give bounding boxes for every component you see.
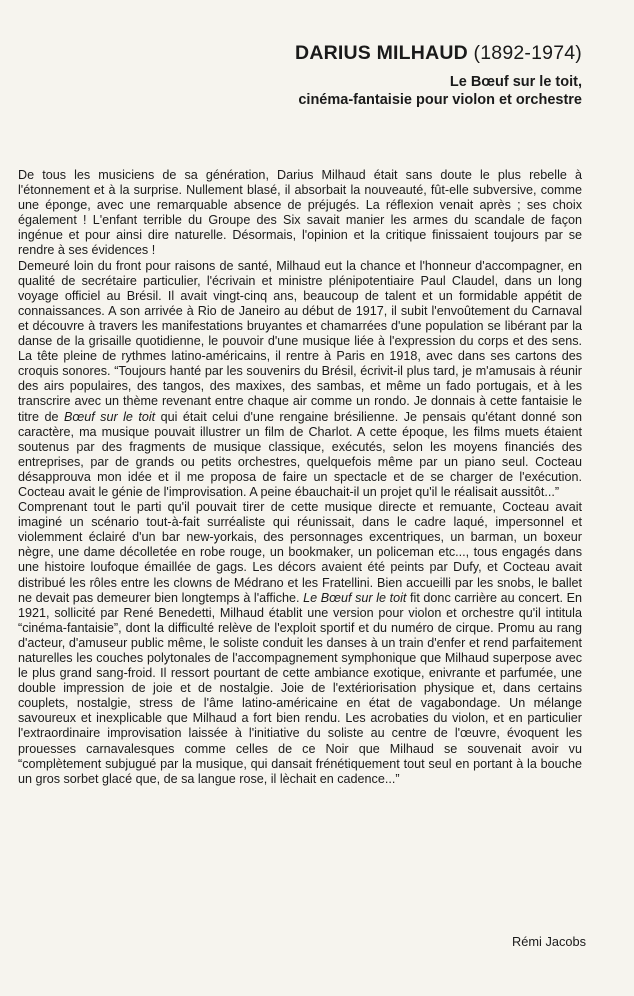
paragraph-3-italic-title: Le Bœuf sur le toit bbox=[303, 590, 407, 605]
work-title-line2: cinéma-fantaisie pour violon et orchestre bbox=[298, 92, 582, 108]
paragraph-2-text-after: qui était celui d'une rengaine brésilienne. Je pensais qu'étant donné son caractère, ma musique pouvait illustrer un film de Charlot. A cette époque, les films muets étaient soutenus par des fragments de musique classique, exécutés, selon les moyens financiés des entreprises, par de grands ou petits orchestres, quelquefois même par un piano seul. Cocteau désapprouva mon idée et il me proposa de faire un spectacle et de se charger de l'exécution. Cocteau avait le génie de l'improvisation. A peine ébauchait-il un projet qu'il le réalisait aussitôt...” bbox=[18, 409, 583, 499]
paragraph-2-italic-title: Bœuf sur le toit bbox=[63, 409, 156, 424]
body-text bbox=[18, 168, 582, 787]
work-title bbox=[295, 73, 582, 109]
paragraph-3 bbox=[18, 500, 582, 787]
composer-name: DARIUS MILHAUD bbox=[295, 42, 468, 64]
paragraph-1 bbox=[18, 168, 582, 259]
composer-dates: (1892-1974) bbox=[473, 42, 582, 64]
work-title-line1: Le Bœuf sur le toit, bbox=[449, 74, 582, 90]
paragraph-1-text: De tous les musiciens de sa génération, Darius Milhaud était sans doute le plus rebelle à l'étonnement et à la surprise. Nullement blasé, il absorbait la nouveauté, fût-elle subversive, comme une éponge, avec une remarquable absence de préjugés. La réflexion venait après ; ses choix également ! L'enfant terrible du Groupe des Six savait manier les armes du scandale de façon ingénue et pour ainsi dire naturelle. Désormais, l'opinion et la critique finissaient toujours par se rendre à ses évidences ! bbox=[18, 168, 582, 258]
author-signature: Rémi Jacobs bbox=[512, 934, 586, 949]
paragraph-2-text-before: Demeuré loin du front pour raisons de santé, Milhaud eut la chance et l'honneur d'accompagner, en qualité de secrétaire particulier, l'écrivain et ministre plénipotentiaire Paul Claudel, dans un long voyage officiel au Brésil. Il avait vingt-cinq ans, beaucoup de talent et un formidable appétit de connaissances. A son arrivée à Rio de Janeiro au début de 1917, il subit l'envoûtement du Carnaval et découvre à travers les manifestations bruyantes et chamarrées d'une population se libérant par la danse de la grisaille quotidienne, le pouvoir d'une musique liée à l'expression du corps et des sens. La tête pleine de rythmes latino-américains, il rentre à Paris en 1918, avec dans ses cartons des croquis sonores. “Toujours hanté par les souvenirs du Brésil, écrivit-il plus tard, je m'amusais à réunir des airs populaires, des tangos, des maxixes, des sambas, et même un fado portugais, et à les transcrire avec un thème revenant entre chaque air comme un rondo. Je donnais à cette fantaisie le titre de bbox=[18, 258, 582, 424]
header bbox=[295, 42, 582, 109]
paragraph-3-text-after: fit donc carrière au concert. En 1921, sollicité par René Benedetti, Milhaud établit une version pour violon et orchestre qu'il intitula “cinéma-fantaisie”, dont la difficulté relève de l'exploit sportif et du numéro de cirque. Promu au rang d'acteur, d'amuseur public même, le soliste conduit les danses à un train d'enfer et rend parfaitement naturelles les couches polytonales de l'accompagnement symphonique que Milhaud superpose avec le plus grand sang-froid. Il ressort pourtant de cette ambiance exotique, enivrante et parfumée, une double impression de joie et de nostalgie. Joie de l'extériorisation physique et, dans certains couplets, nostalgie, stress de l'âme latino-américaine en état de vagabondage. Un mélange savoureux et inexplicable que Milhaud a fort bien rendu. Les acrobaties du violon, et en particulier l'extraordinaire improvisation laissée à l'initiative du soliste au centre de l'œuvre, évoquent les prouesses carnavalesques comme celles de ce Noir que Milhaud se souvenait avoir vu “complètement subjugué par la musique, qui dansait frénétiquement tout seul en portant à la bouche un gros sorbet glacé que, de sa langue rose, il lèchait en cadence...” bbox=[18, 590, 583, 786]
paragraph-2 bbox=[18, 259, 582, 501]
paragraph-3-text-before: Comprenant tout le parti qu'il pouvait tirer de cette musique directe et remuante, Cocteau avait imaginé un scénario tout-à-fait surréaliste qui réunissait, dans le cadre laqué, impersonnel et violemment éclairé d'un bar new-yorkais, des personnages excentriques, un barman, un boxeur nègre, une dame décolletée en robe rouge, un bookmaker, un policeman etc..., tous engagés dans une histoire loufoque émaillée de gags. Les décors avaient été peints par Dufy, et Cocteau avait distribué les rôles entre les clowns de Médrano et les Fratellini. Bien accueilli par les snobs, le ballet ne devait pas demeurer bien longtemps à l'affiche. bbox=[18, 500, 582, 605]
composer-line bbox=[295, 42, 582, 65]
